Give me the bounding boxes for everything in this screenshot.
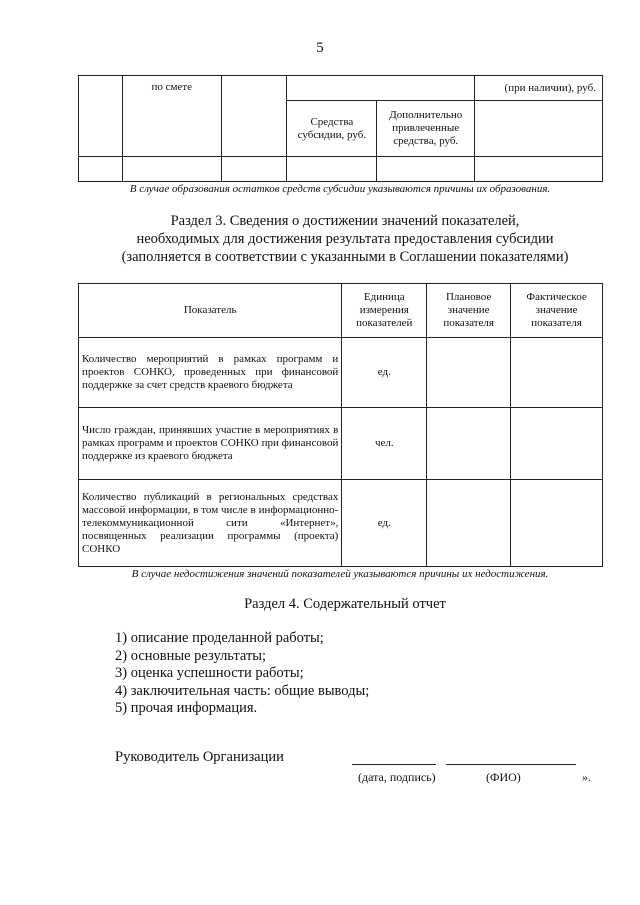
funds-cell [79, 76, 123, 157]
funds-header-by-estimate: по смете [122, 76, 221, 157]
funds-cell [475, 101, 603, 157]
funds-cell [287, 76, 475, 101]
funds-cell [475, 157, 603, 182]
report-contents-list [115, 630, 369, 718]
signature-line-name [446, 764, 576, 765]
list-item: 1) описание проделанной работы; [115, 630, 324, 646]
indicator-unit: чел. [342, 408, 427, 480]
signature-label: Руководитель Организации [115, 749, 284, 765]
funds-cell [79, 157, 123, 182]
signature-caption-date: (дата, подпись) [358, 770, 436, 784]
indicator-plan [427, 408, 511, 480]
signature-tail: ». [582, 770, 591, 784]
funds-header-additional: Дополнительно привлеченные средства, руб. [377, 101, 475, 157]
list-item: 3) оценка успешности работы; [115, 665, 304, 681]
indicators-header-unit: Единица измерения показателей [342, 284, 427, 338]
indicator-actual [511, 408, 603, 480]
note-remaining-funds: В случае образования остатков средств субсидии указываются причины их образования. [129, 183, 551, 195]
indicator-plan [427, 338, 511, 408]
indicators-table [78, 283, 603, 567]
funds-cell [122, 157, 221, 182]
indicators-header-plan: Плановое значение показателя [427, 284, 511, 338]
table-row [79, 338, 603, 408]
section3-line1: Раздел 3. Сведения о достижении значений показателей, [170, 213, 520, 229]
page-number: 5 [316, 40, 324, 56]
list-item: 4) заключительная часть: общие выводы; [115, 682, 370, 699]
indicator-name: Количество публикаций в региональных средствах массовой информации, в том числе в информационно-телекоммуникационной сити «Интернет», посвященных реализации программы (проекта) СОНКО [79, 480, 342, 567]
section4-heading: Раздел 4. Содержательный отчет [244, 596, 446, 612]
indicator-actual [511, 338, 603, 408]
indicator-plan [427, 480, 511, 567]
funds-cell [221, 157, 287, 182]
funds-table [78, 75, 603, 182]
indicators-header-indicator: Показатель [79, 284, 342, 338]
funds-header-if-available: (при наличии), руб. [475, 76, 603, 101]
funds-cell [377, 157, 475, 182]
table-row [79, 408, 603, 480]
funds-cell [221, 76, 287, 157]
section3-line2: необходимых для достижения результата предоставления субсидии [136, 231, 554, 247]
list-item: 5) прочая информация. [115, 700, 258, 716]
indicator-actual [511, 480, 603, 567]
note-indicators: В случае недостижения значений показателей указываются причины их недостижения. [131, 568, 549, 580]
list-item: 2) основные результаты; [115, 647, 267, 664]
funds-header-subsidy: Средства субсидии, руб. [287, 101, 377, 157]
signature-caption-name: (ФИО) [486, 770, 521, 784]
section3-line3: (заполняется в соответствии с указанными в Соглашении показателями) [121, 249, 569, 265]
indicator-name: Количество мероприятий в рамках программ и проектов СОНКО, проведенных при финансовой поддержке за счет средств краевого бюджета [79, 338, 342, 408]
indicator-name: Число граждан, принявших участие в мероприятиях в рамках программ и проектов СОНКО при финансовой поддержке из краевого бюджета [79, 408, 342, 480]
funds-cell [287, 157, 377, 182]
section3-heading [0, 212, 640, 266]
indicator-unit: ед. [342, 338, 427, 408]
table-row [79, 480, 603, 567]
indicators-header-actual: Фактическое значение показателя [511, 284, 603, 338]
signature-line-date [352, 764, 436, 765]
indicator-unit: ед. [342, 480, 427, 567]
